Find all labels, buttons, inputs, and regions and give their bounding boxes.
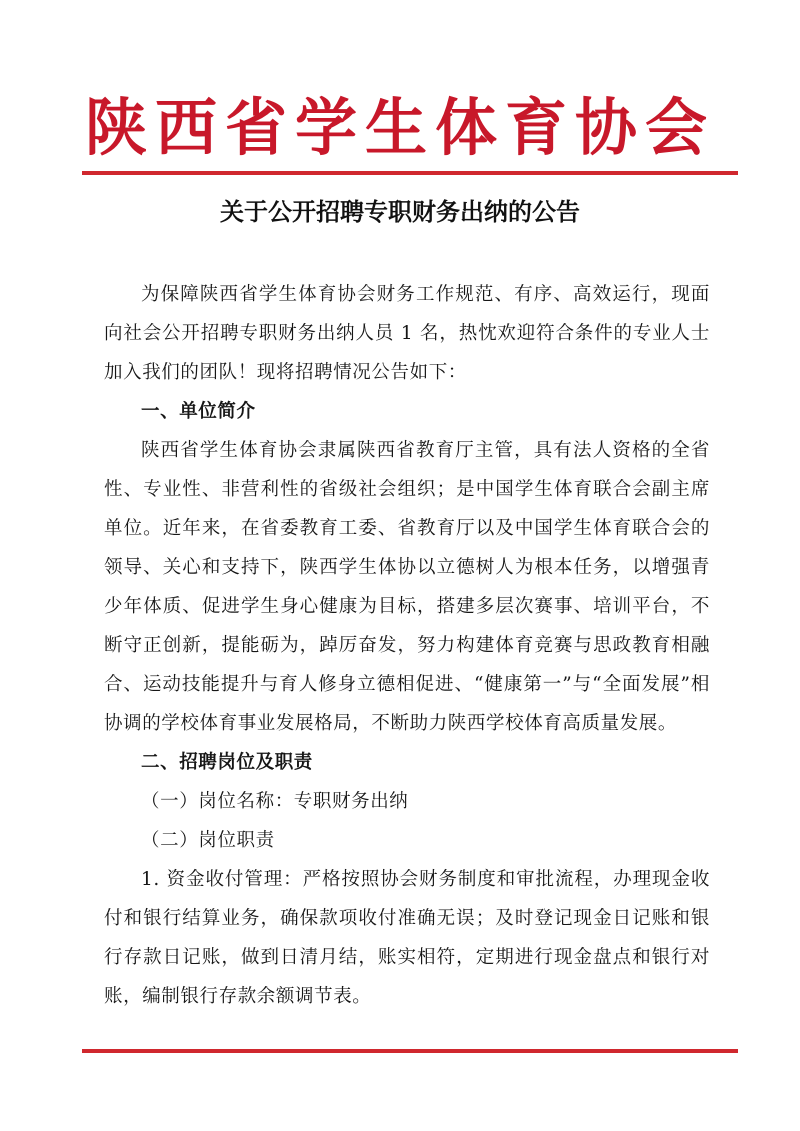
unit-intro-paragraph: 陕西省学生体育协会隶属陕西省教育厅主管，具有法人资格的全省性、专业性、非营利性的省级社会组织；是中国学生体育联合会副主席单位。近年来，在省委教育工委、省教育厅以及中国学生体育联合会的领导、关心和支持下，陕西学生体协以立德树人为根本任务，以增强青少年体质、促进学生身心健康为目标，搭建多层次赛事、培训平台，不断守正创新，提能砺为，踔厉奋发，努力构建体育竞赛与思政教育相融合、运动技能提升与育人修身立德相促进、“健康第一”与“全面发展”相协调的学校体育事业发展格局，不断助力陕西学校体育高质量发展。 xyxy=(104,440,710,734)
footer-divider xyxy=(82,1049,738,1053)
duty-item-1: 1. 资金收付管理：严格按照协会财务制度和审批流程，办理现金收付和银行结算业务，确保款项收付准确无误；及时登记现金日记账和银行存款日记账，做到日清月结，账实相符，定期进行现金盘点和银行对账，编制银行存款余额调节表。 xyxy=(104,869,710,1007)
document-title: 关于公开招聘专职财务出纳的公告 xyxy=(220,197,580,226)
position-name-line: （一）岗位名称：专职财务出纳 xyxy=(141,791,409,812)
position-duties-heading: （二）岗位职责 xyxy=(141,830,275,851)
section-heading-unit-intro: 一、单位简介 xyxy=(141,401,256,422)
section-heading-positions: 二、招聘岗位及职责 xyxy=(141,752,313,773)
intro-paragraph: 为保障陕西省学生体育协会财务工作规范、有序、高效运行，现面向社会公开招聘专职财务出纳人员 1 名，热忱欢迎符合条件的专业人士加入我们的团队！现将招聘情况公告如下： xyxy=(104,284,710,383)
header-divider xyxy=(82,171,738,175)
org-name-header: 陕西省学生体育协会 xyxy=(84,91,715,164)
document-body xyxy=(104,275,710,1016)
